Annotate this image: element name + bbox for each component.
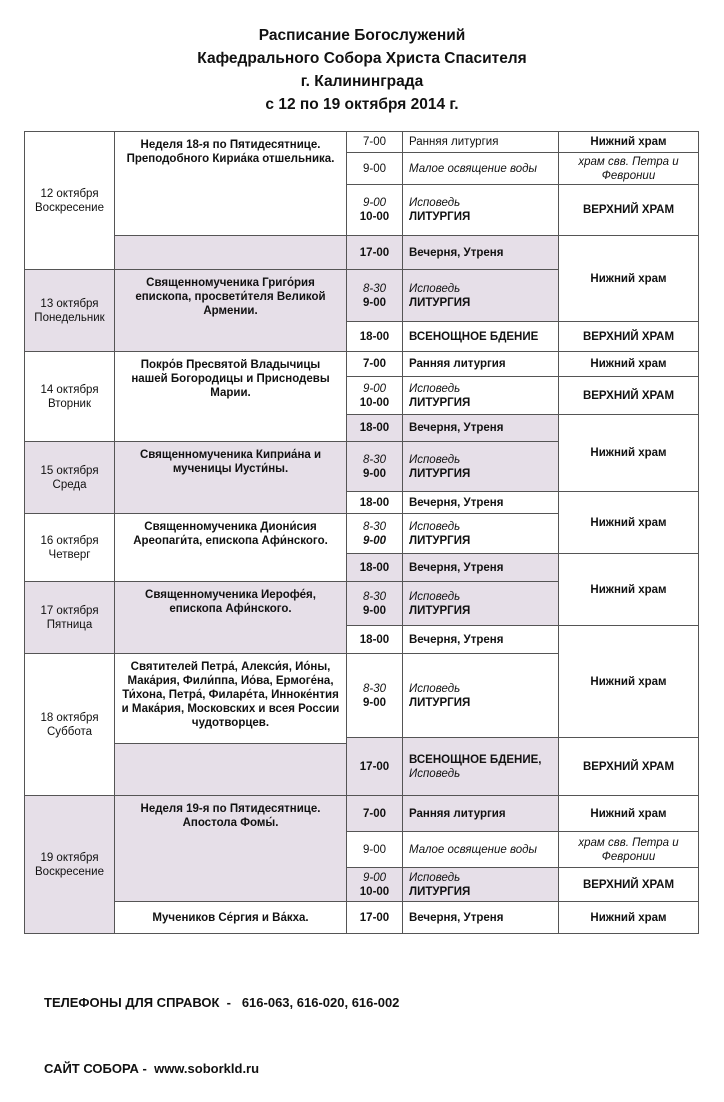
place-cell: храм свв. Петра и Февронии [559, 832, 699, 868]
schedule-table [24, 131, 699, 934]
day-cell-17: 17 октября Пятница [25, 582, 115, 654]
service-cell: Исповедь ЛИТУРГИЯ [403, 377, 559, 415]
time-cell: 8-30 9-00 [347, 442, 403, 492]
place-cell: Нижний храм [559, 554, 699, 626]
feast-cell-15: Священномученика Киприа́на и мученицы Иусти́ны. [115, 442, 347, 514]
service-cell: Вечерня, Утреня [403, 554, 559, 582]
service-cell: Исповедь ЛИТУРГИЯ [403, 654, 559, 738]
place-cell: Нижний храм [559, 415, 699, 492]
place-cell: Нижний храм [559, 492, 699, 554]
service-cell: Малое освящение воды [403, 832, 559, 868]
place-cell: ВЕРХНИЙ ХРАМ [559, 185, 699, 236]
time-cell: 18-00 [347, 492, 403, 514]
time-cell: 8-30 9-00 [347, 270, 403, 322]
service-cell: Исповедь ЛИТУРГИЯ [403, 185, 559, 236]
phones-line: ТЕЛЕФОНЫ ДЛЯ СПРАВОК - 616-063, 616-020, 616-002 [44, 995, 400, 1010]
service-cell: Вечерня, Утреня [403, 902, 559, 934]
service-cell: Ранняя литургия [403, 796, 559, 832]
phones-value: 616-063, 616-020, 616-002 [241, 995, 400, 1010]
service-cell: Ранняя литургия [403, 132, 559, 153]
time-cell: 18-00 [347, 626, 403, 654]
place-cell: Нижний храм [559, 132, 699, 153]
service-cell: Малое освящение воды [403, 153, 559, 185]
time-cell: 7-00 [347, 352, 403, 377]
title-line-4: с 12 по 19 октября 2014 г. [265, 96, 459, 113]
day-cell-15: 15 октября Среда [25, 442, 115, 514]
feast-cell-13: Священномученика Григо́рия епископа, просвети́теля Великой Армении. [115, 270, 347, 352]
service-cell: Исповедь ЛИТУРГИЯ [403, 514, 559, 554]
service-cell: Исповедь ЛИТУРГИЯ [403, 868, 559, 902]
service-cell: Исповедь ЛИТУРГИЯ [403, 442, 559, 492]
time-cell: 17-00 [347, 236, 403, 270]
time-cell: 17-00 [347, 902, 403, 934]
feast-cell-19: Неделя 19-я по Пятидесятнице. Апостола Фомы́. [115, 796, 347, 902]
time-cell: 8-30 9-00 [347, 654, 403, 738]
place-cell: Нижний храм [559, 626, 699, 738]
place-cell: ВЕРХНИЙ ХРАМ [559, 322, 699, 352]
day-cell-18: 18 октября Суббота [25, 654, 115, 796]
day-cell-16: 16 октября Четверг [25, 514, 115, 582]
time-cell: 9-00 10-00 [347, 185, 403, 236]
feast-cell-12: Неделя 18-я по Пятидесятнице. Преподобного Кириа́ка отшельника. [115, 132, 347, 236]
service-cell: Исповедь ЛИТУРГИЯ [403, 270, 559, 322]
title-line-1: Расписание Богослужений [258, 27, 466, 44]
service-cell: Вечерня, Утреня [403, 415, 559, 442]
time-cell: 8-30 9-00 [347, 582, 403, 626]
place-cell: Нижний храм [559, 236, 699, 322]
service-cell: ВСЕНОЩНОЕ БДЕНИЕ [403, 322, 559, 352]
day-cell-13: 13 октября Понедельник [25, 270, 115, 352]
place-cell: Нижний храм [559, 902, 699, 934]
place-cell: ВЕРХНИЙ ХРАМ [559, 868, 699, 902]
service-cell: Исповедь ЛИТУРГИЯ [403, 582, 559, 626]
service-cell: Вечерня, Утреня [403, 492, 559, 514]
feast-cell-12-evening [115, 236, 347, 270]
service-cell: Вечерня, Утреня [403, 236, 559, 270]
time-cell: 9-00 10-00 [347, 868, 403, 902]
time-cell: 9-00 10-00 [347, 377, 403, 415]
time-cell: 7-00 [347, 132, 403, 153]
time-cell: 9-00 [347, 153, 403, 185]
time-cell: 9-00 [347, 832, 403, 868]
time-cell: 18-00 [347, 415, 403, 442]
feast-cell-18-evening [115, 744, 347, 796]
time-cell: 18-00 [347, 554, 403, 582]
time-cell: 17-00 [347, 738, 403, 796]
place-cell: Нижний храм [559, 796, 699, 832]
place-cell: ВЕРХНИЙ ХРАМ [559, 377, 699, 415]
day-cell-12: 12 октября Воскресение [25, 132, 115, 270]
feast-cell-18: Святителей Петра́, Алекси́я, Ио́ны, Мака́рия, Фили́ппа, Ио́ва, Ермоге́на, Ти́хона, Петра́, Филаре́та, Инноке́нтия и Мака́рия, Московских и всея России чудотворцев. [115, 654, 347, 744]
service-cell: Вечерня, Утреня [403, 626, 559, 654]
document-title [0, 24, 724, 116]
place-cell: храм свв. Петра и Февронии [559, 153, 699, 185]
feast-cell-19-evening: Мучеников Се́ргия и Ва́кха. [115, 902, 347, 934]
time-cell: 18-00 [347, 322, 403, 352]
feast-cell-16: Священномученика Диони́сия Ареопаги́та, епископа Афи́нского. [115, 514, 347, 582]
time-cell: 7-00 [347, 796, 403, 832]
site-line: САЙТ СОБОРА - www.soborkld.ru [44, 1061, 260, 1076]
title-line-3: г. Калининграда [300, 73, 424, 90]
feast-cell-14: Покро́в Пресвятой Владычицы нашей Богородицы и Приснодевы Марии. [115, 352, 347, 442]
place-cell: Нижний храм [559, 352, 699, 377]
title-line-2: Кафедрального Собора Христа Спасителя [197, 50, 527, 67]
site-link[interactable]: www.soborkld.ru [154, 1061, 260, 1076]
feast-cell-17: Священномученика Иерофе́я, епископа Афи́нского. [115, 582, 347, 654]
service-cell: ВСЕНОЩНОЕ БДЕНИЕ, Исповедь [403, 738, 559, 796]
time-cell: 8-30 9-00 [347, 514, 403, 554]
day-cell-19: 19 октября Воскресение [25, 796, 115, 934]
day-cell-14: 14 октября Вторник [25, 352, 115, 442]
service-cell: Ранняя литургия [403, 352, 559, 377]
place-cell: ВЕРХНИЙ ХРАМ [559, 738, 699, 796]
contacts-footer [44, 948, 399, 1102]
